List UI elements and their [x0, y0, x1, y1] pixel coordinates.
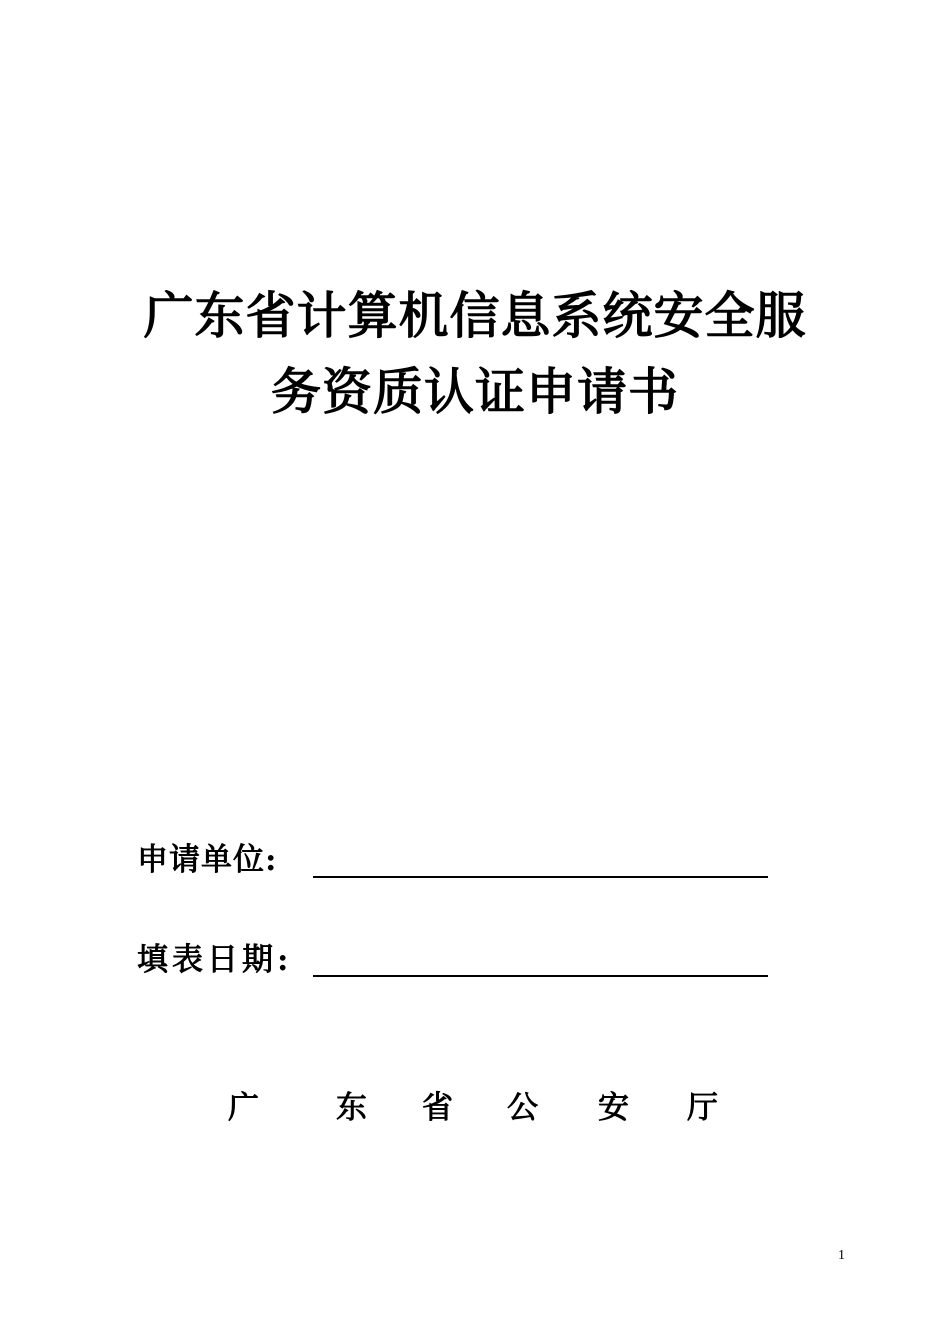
issuer-char: 省: [422, 1090, 453, 1126]
fill-date-fill-line: [313, 975, 768, 977]
issuer-char: 公: [507, 1090, 538, 1126]
page-number: 1: [838, 1248, 845, 1263]
issuer-char: 东: [336, 1090, 367, 1126]
document-title-line-2: 务资质认证申请书: [271, 363, 679, 421]
applicant-unit-fill-line: [313, 876, 768, 878]
issuer-char: 广: [228, 1090, 259, 1126]
fill-date-label: 填表日期:: [137, 942, 293, 978]
issuer-char: 安: [598, 1090, 629, 1126]
applicant-unit-label: 申请单位:: [137, 842, 278, 878]
document-title-line-1: 广东省计算机信息系统安全服: [143, 287, 807, 345]
issuer-char: 厅: [687, 1090, 718, 1126]
